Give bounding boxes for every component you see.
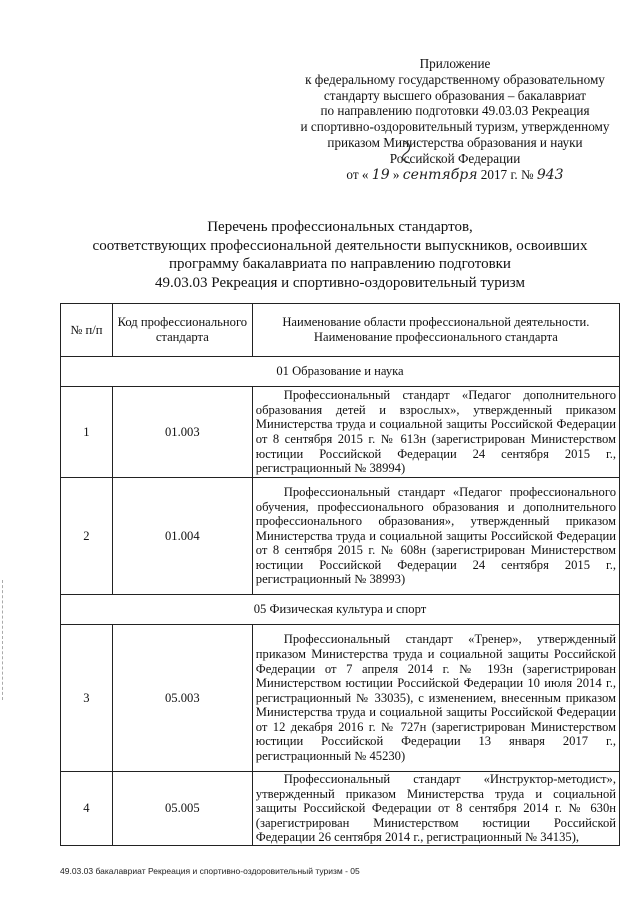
- row-number: 4: [61, 772, 113, 846]
- table-row: [61, 772, 620, 846]
- appendix-line: по направлению подготовки 49.03.03 Рекреация: [320, 103, 590, 119]
- standard-code: 05.003: [112, 625, 252, 772]
- standard-description: Профессиональный стандарт «Педагог дополнительного образования детей и взрослых», утвержденный приказом Министерства труда и социальной защиты Российской Федерации от 8 сентября 2015 г. № 613н (зарегистрирован Министерством юстиции Российской Федерации 24 сентября 2015 г., регистрационный № 38994): [252, 387, 619, 478]
- column-header-code: Код профессионального стандарта: [112, 304, 252, 357]
- section-title: 01 Образование и наука: [61, 357, 620, 387]
- standard-description: Профессиональный стандарт «Педагог профессионального обучения, профессионального образования и дополнительного профессионального образования», утвержденный приказом Министерства труда и социальной защиты Российской Федерации от 8 сентября 2015 г. № 608н (зарегистрирован Министерством юстиции Российской Федерации 24 сентября 2015 г., регистрационный № 38993): [252, 478, 619, 595]
- standards-table: [60, 303, 620, 846]
- title-line: соответствующих профессиональной деятельности выпускников, освоивших: [92, 237, 588, 254]
- date-prefix: от «: [346, 166, 369, 182]
- date-quote: »: [392, 166, 400, 182]
- section-title: 05 Физическая культура и спорт: [61, 595, 620, 625]
- standard-code: 01.004: [112, 478, 252, 595]
- handwritten-order-number: 943: [536, 166, 564, 183]
- standard-description: Профессиональный стандарт «Тренер», утвержденный приказом Министерства труда и социальной защиты Российской Федерации от 7 апреля 2014 г. № 193н (зарегистрирован Министерством юстиции Российской Федерации 10 июля 2014 г., регистрационный № 33035), с изменением, внесенным приказом Министерства труда и социальной защиты Российской Федерации от 12 декабря 2016 г. № 727н (зарегистрирован Министерством юстиции Российской Федерации 13 января 2017 г., регистрационный № 45230): [252, 625, 619, 772]
- title-line: 49.03.03 Рекреация и спортивно-оздоровительный туризм: [155, 274, 525, 291]
- appendix-line: и спортивно-оздоровительный туризм, утвержденному: [300, 119, 610, 135]
- section-row: [61, 595, 620, 625]
- row-number: 3: [61, 625, 113, 772]
- table-header-row: [61, 304, 620, 357]
- appendix-line: Российской Федерации: [389, 150, 521, 166]
- table-row: [61, 478, 620, 595]
- section-row: [61, 357, 620, 387]
- standard-code: 01.003: [112, 387, 252, 478]
- signature-scribble: [390, 139, 420, 165]
- row-number: 1: [61, 387, 113, 478]
- appendix-line: Приложение: [419, 56, 491, 71]
- column-header-number: № п/п: [61, 304, 113, 357]
- scan-margin-mark: [2, 580, 6, 700]
- page-footer: 49.03.03 бакалавриат Рекреация и спортивно-оздоровительный туризм - 05: [60, 866, 360, 876]
- title-line: программу бакалавриата по направлению подготовки: [169, 256, 511, 272]
- appendix-line: к федеральному государственному образовательному: [305, 71, 605, 87]
- row-number: 2: [61, 478, 113, 595]
- standard-description: Профессиональный стандарт «Инструктор-методист», утвержденный приказом Министерства труда и социальной защиты Российской Федерации от 8 сентября 2014 г. № 630н (зарегистрирован Министерством юстиции Российской Федерации 26 сентября 2014 г., регистрационный № 34135),: [252, 772, 619, 846]
- document-title: [40, 218, 640, 292]
- appendix-header: [290, 56, 620, 183]
- table-row: [61, 625, 620, 772]
- order-date-line: [290, 167, 620, 184]
- handwritten-day: 19: [371, 166, 390, 183]
- appendix-line: стандарту высшего образования – бакалавриат: [323, 87, 587, 103]
- appendix-line: приказом Министерства образования и науки: [327, 134, 583, 150]
- table-row: [61, 387, 620, 478]
- date-year: 2017 г. №: [480, 166, 534, 182]
- handwritten-month: сентября: [402, 166, 478, 183]
- title-line: Перечень профессиональных стандартов,: [207, 219, 473, 235]
- standard-code: 05.005: [112, 772, 252, 846]
- column-header-name: Наименование области профессиональной деятельности. Наименование профессионального стандарта: [252, 304, 619, 357]
